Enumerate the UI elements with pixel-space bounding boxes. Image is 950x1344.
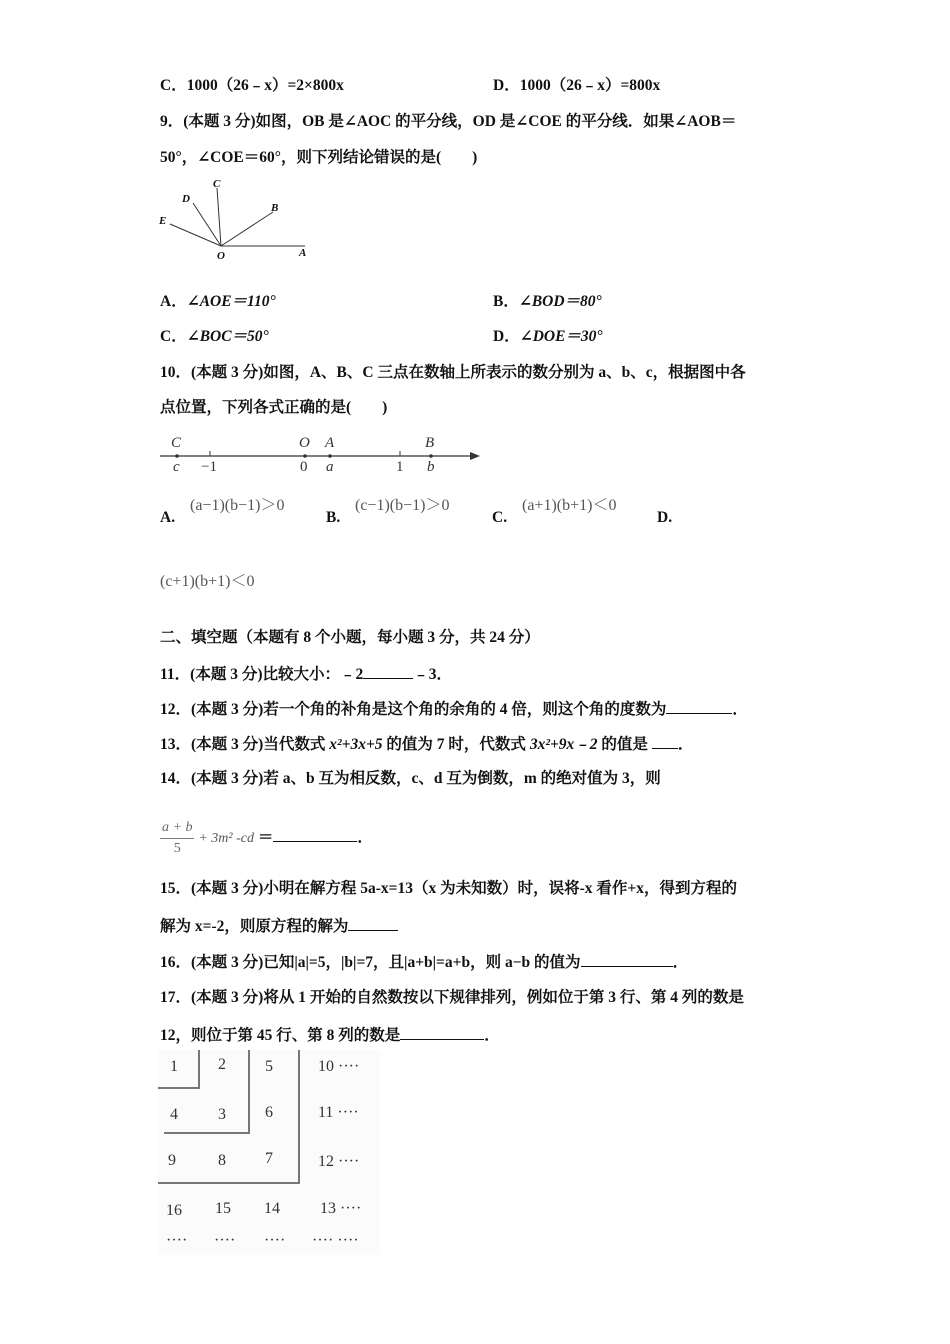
question-text: 如图，OB 是∠AOC 的平分线，OD 是∠COE 的平分线．如果∠AOB＝ [255,113,737,130]
answer-blank[interactable] [273,827,357,842]
label-b: B [271,202,279,214]
option-text: ∠BOD＝80° [518,293,602,310]
q9-option-b [493,292,602,312]
number-line-figure [155,430,485,476]
question-text-after: ． [484,1027,500,1044]
q10-option-a-label: A. [160,509,176,526]
question-number: 9． [160,113,184,130]
question-number: 16． [160,954,192,971]
question-score: (本题 3 分) [191,736,264,753]
q17-text-line1 [160,988,744,1008]
label-o: O [217,250,225,262]
equals-sign: ＝ [257,829,274,847]
answer-blank[interactable] [666,699,732,714]
value-b: b [427,459,435,475]
grid-cell: ···· [264,1232,286,1249]
q10-option-d-label: D. [657,509,673,526]
value-zero: 0 [300,459,308,475]
q10-option-a-expr: (a−1)(b−1)＞0 [190,497,285,514]
q8-option-d [493,76,660,96]
question-score: (本题 3 分) [191,364,264,381]
grid-cell: 2 [218,1056,226,1073]
grid-cell: 10 ···· [318,1058,360,1075]
question-score: (本题 3 分) [191,954,264,971]
option-label: C． [160,77,187,94]
question-text-after: ﹣3． [413,666,453,683]
expression: x²+3x+5 [329,736,383,753]
question-text-after: ． [672,954,689,971]
option-label: B． [493,293,519,310]
option-text: 1000（26﹣x）=800x [519,77,661,94]
grid-divider [158,1182,300,1184]
expression: + 3m² -cd [198,831,254,847]
q8-option-c [160,76,344,96]
option-text: ∠BOC＝50° [186,328,269,345]
grid-cell: 13 ···· [320,1200,362,1217]
q10-option-b-label: B. [326,509,341,526]
value-a: a [326,459,334,475]
question-text: 若一个角的补角是这个角的余角的 4 倍，则这个角的度数为 [263,701,667,718]
q10-option-d-expr: (c+1)(b+1)＜0 [160,573,255,590]
point-b-label: B [425,435,435,451]
label-c: C [213,178,221,190]
option-text: ∠DOE＝30° [519,328,603,345]
point-o-label: O [299,435,310,451]
question-text: 将从 1 开始的自然数按以下规律排列，例如位于第 3 行、第 4 列的数是 [263,989,744,1006]
q10-option-b-expr: (c−1)(b−1)＞0 [355,497,450,514]
fraction-numerator: a + b [160,818,194,839]
grid-cell: ···· [214,1232,236,1249]
grid-cell: 4 [170,1106,178,1123]
question-text: 的值为 7 时，代数式 [382,736,530,753]
expression: 3x²+9x﹣2 [529,736,598,753]
section-2-title: 二、填空题（本题有 8 个小题，每小题 3 分，共 24 分） [160,629,540,646]
fraction-denominator: 5 [173,841,181,856]
q14-expression [160,818,373,859]
q10-text-line2: 点位置，下列各式正确的是( ) [160,399,388,416]
q9-text-line1 [160,112,736,132]
grid-cell: 11 ···· [318,1104,359,1121]
q12 [160,699,748,720]
q17-text-line2 [160,1025,500,1046]
answer-blank[interactable] [581,952,673,967]
question-text-after: ． [732,701,748,718]
grid-divider [164,1132,250,1134]
point-a-label: A [325,435,335,451]
grid-cell: 3 [218,1106,226,1123]
question-text: 若 a、b 互为相反数，c、d 互为倒数，m 的绝对值为 3，则 [263,770,661,787]
question-text: 比较大小：﹣2 [262,666,364,683]
label-d: D [182,193,190,205]
option-text: 1000（26﹣x）=2×800x [186,77,344,94]
grid-divider [198,1050,200,1088]
question-number: 11． [160,666,191,683]
grid-divider [248,1050,250,1133]
answer-blank[interactable] [363,664,413,679]
grid-cell: ···· ···· [312,1232,359,1249]
q9-option-c [160,327,269,347]
question-text: 当代数式 [263,736,330,753]
option-text: ∠AOE＝110° [186,293,276,310]
q10-option-c-label: C. [492,509,508,526]
option-label: D． [493,77,520,94]
question-score: (本题 3 分) [190,666,263,683]
grid-divider [298,1050,300,1183]
grid-cell: 15 [215,1200,231,1217]
grid-cell: 1 [170,1058,178,1075]
grid-cell: ···· [166,1232,188,1249]
angle-figure [155,172,325,264]
value-one: 1 [396,459,404,475]
question-score: (本题 3 分) [191,701,264,718]
point-c-label: C [171,435,182,451]
answer-blank[interactable] [400,1025,484,1040]
q10-text-line1 [160,363,746,383]
question-text-after: ． [677,736,694,753]
value-minus-one: −1 [201,459,217,475]
option-label: D． [493,328,520,345]
question-text: 小明在解方程 5a-x=13（x 为未知数）时，误将-x 看作+x，得到方程的 [263,880,737,897]
grid-cell: 9 [168,1152,176,1169]
q13 [160,734,693,755]
question-text: 解为 x=-2，则原方程的解为 [160,918,349,935]
value-c: c [173,459,180,475]
question-score: (本题 3 分) [183,113,256,130]
option-label: A． [160,293,187,310]
fraction [160,818,194,859]
answer-blank[interactable] [652,734,678,749]
q9-option-a [160,292,276,312]
q9-text-line2: 50°，∠COE＝60°，则下列结论错误的是( ) [160,149,478,166]
grid-cell: 6 [265,1104,273,1121]
q10-option-c-expr: (a+1)(b+1)＜0 [522,497,617,514]
q9-option-d [493,327,603,347]
question-number: 10． [160,364,192,381]
question-text-after: ． [357,829,373,847]
option-label: C． [160,328,187,345]
answer-blank[interactable] [348,916,398,931]
question-number: 17． [160,989,192,1006]
grid-cell: 14 [264,1200,280,1217]
question-number: 13． [160,736,192,753]
question-score: (本题 3 分) [191,770,264,787]
q16 [160,952,688,973]
question-text: 的值是 [597,736,652,753]
question-number: 15． [160,880,192,897]
label-a: A [299,247,307,259]
question-text: 已知|a|=5，|b|=7，且|a+b|=a+b，则 a−b 的值为 [263,954,581,971]
grid-cell: 8 [218,1152,226,1169]
number-grid-figure [158,1050,380,1255]
q11 [160,664,452,685]
label-e: E [159,215,167,227]
question-text: 12，则位于第 45 行、第 8 列的数是 [160,1027,401,1044]
grid-cell: 16 [166,1202,182,1219]
question-score: (本题 3 分) [191,989,264,1006]
question-number: 14． [160,770,192,787]
grid-cell: 12 ···· [318,1153,360,1170]
question-score: (本题 3 分) [191,880,264,897]
q15-text-line1 [160,879,737,899]
q15-text-line2 [160,916,398,937]
question-text: 如图，A、B、C 三点在数轴上所表示的数分别为 a、b、c，根据图中各 [263,364,746,381]
grid-cell: 5 [265,1058,273,1075]
question-number: 12． [160,701,192,718]
grid-divider [158,1087,200,1089]
grid-cell: 7 [265,1150,273,1167]
q14-text [160,769,661,789]
